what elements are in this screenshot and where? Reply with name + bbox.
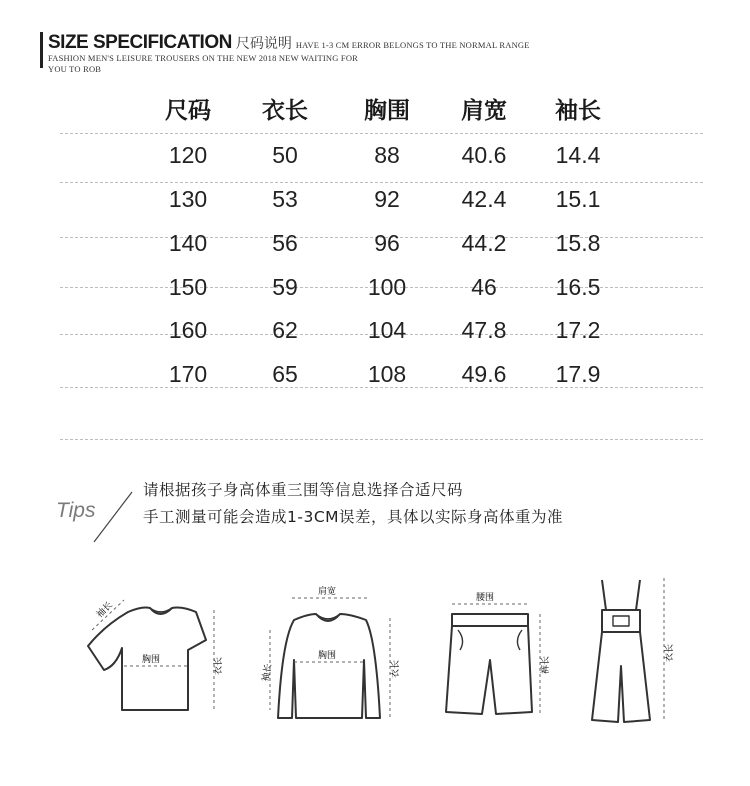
shorts-waist-label: 腰围 (476, 593, 495, 603)
table-cell: 15.1 (555, 186, 601, 212)
overalls-outline-icon (592, 580, 650, 722)
tips-label: Tips (56, 499, 96, 522)
table-cell: 140 (168, 230, 208, 256)
header-subtitle: FASHION MEN'S LEISURE TROUSERS ON THE NEW 2018 NEW WAITING FOR YOU TO ROB (48, 53, 359, 74)
table-cell: 170 (168, 361, 208, 387)
header-title-line (48, 32, 530, 54)
header-accent-bar (40, 32, 43, 68)
column-header-sleeve: 袖长 (555, 98, 601, 124)
tshirt-chest-label: 胸围 (142, 655, 161, 665)
table-cell: 17.9 (555, 361, 601, 387)
table-cell: 100 (367, 274, 407, 300)
table-cell: 150 (168, 274, 208, 300)
tip-line: 手工测量可能会造成1-3CM误差，具体以实际身高体重为准 (143, 508, 564, 526)
overalls-length-label: 衣长 (665, 643, 675, 662)
tips-slash-divider (92, 490, 137, 545)
table-cell: 17.2 (555, 317, 601, 343)
shorts-length-label: 裤长 (541, 655, 551, 674)
header-title-cn: 尺码说明 (235, 36, 292, 52)
table-cell: 40.6 (461, 142, 507, 168)
shorts-outline-icon (446, 614, 532, 714)
table-cell: 44.2 (461, 230, 507, 256)
overalls-measurement-diagram (580, 570, 690, 740)
table-cell: 92 (374, 186, 400, 212)
table-cell: 88 (374, 142, 400, 168)
column-header-length: 衣长 (262, 98, 308, 124)
table-cell: 49.6 (461, 361, 507, 387)
table-cell: 56 (272, 230, 298, 256)
tshirt-length-label: 衣长 (214, 656, 224, 675)
table-cell: 16.5 (555, 274, 601, 300)
table-cell: 59 (272, 274, 298, 300)
shorts-measurement-diagram (438, 570, 558, 730)
tip-line: 请根据孩子身高体重三围等信息选择合适尺码 (143, 481, 464, 499)
table-cell: 108 (367, 361, 407, 387)
header-subtitle-right: HAVE 1-3 CM ERROR BELONGS TO THE NORMAL RANGE (295, 40, 530, 50)
sweater-measurement-diagram (258, 570, 418, 730)
table-cell: 65 (272, 361, 298, 387)
table-cell: 47.8 (461, 317, 507, 343)
table-cell: 42.4 (461, 186, 507, 212)
table-cell: 50 (272, 142, 298, 168)
column-header-shoulder: 肩宽 (461, 98, 507, 124)
table-cell: 62 (272, 317, 298, 343)
divider (60, 133, 703, 134)
sweater-outline-icon (278, 614, 380, 718)
tshirt-sleeve-label: 袖长 (95, 600, 115, 621)
table-cell: 120 (168, 142, 208, 168)
table-cell: 15.8 (555, 230, 601, 256)
table-cell: 96 (374, 230, 400, 256)
table-cell: 46 (471, 274, 497, 300)
divider (60, 182, 703, 183)
table-cell: 160 (168, 317, 208, 343)
table-cell: 53 (272, 186, 298, 212)
header-title: SIZE SPECIFICATION (48, 32, 232, 53)
sweater-chest-label: 胸围 (318, 651, 337, 661)
table-cell: 104 (367, 317, 407, 343)
column-header-size: 尺码 (165, 98, 211, 124)
sweater-shoulder-label: 肩宽 (318, 587, 337, 597)
sweater-length-label: 衣长 (391, 659, 401, 678)
tshirt-measurement-diagram (80, 570, 240, 730)
table-cell: 130 (168, 186, 208, 212)
table-cell: 14.4 (555, 142, 601, 168)
divider (60, 439, 703, 440)
column-header-chest: 胸围 (364, 98, 410, 124)
sweater-sleeve-label: 袖长 (261, 663, 275, 683)
